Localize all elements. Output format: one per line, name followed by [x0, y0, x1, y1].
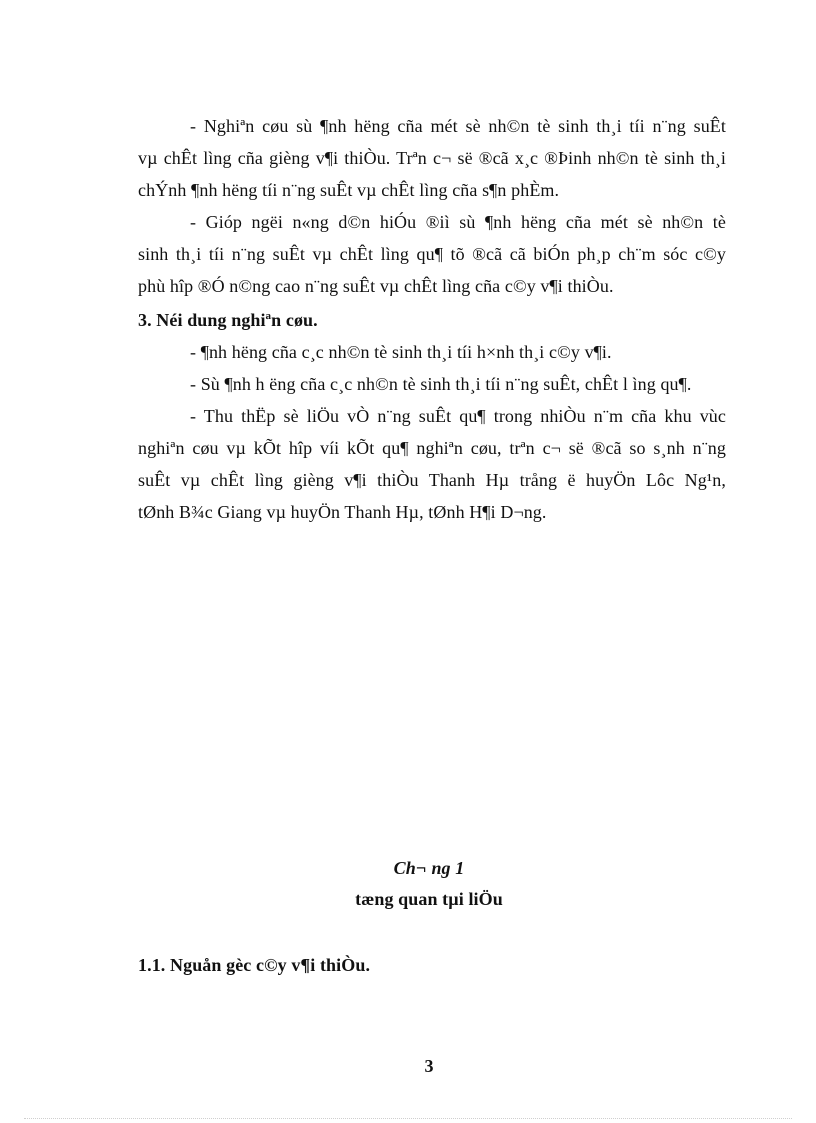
paragraph-1-line-1: - Nghiªn cøu sù ¶nh hëng cña mét sè nh©n tè sinh th¸i tíi n¨ng suÊt — [190, 116, 726, 136]
paragraph-3-line-1: - Thu thËp sè liÖu vÒ n¨ng suÊt qu¶ trong nhiÒu n¨m cña khu vùc — [190, 406, 726, 426]
chapter-title: Ch¬ ng 1 — [393, 858, 465, 878]
paragraph-2-line-2: sinh th¸i tíi n¨ng suÊt vµ chÊt lìng qu¶ tõ ®cã cã biÓn ph¸p ch¨m sóc c©y — [138, 244, 726, 264]
paragraph-2-line-1: - Gióp ngëi n«ng d©n hiÓu ®iì sù ¶nh hëng cña mét sè nh©n tè — [190, 212, 726, 232]
section-heading-1-1: 1.1. Nguån gèc c©y v¶i thiÒu. — [138, 955, 371, 975]
paragraph-1-line-3: chÝnh ¶nh hëng tíi n¨ng suÊt vµ chÊt lìng cña s¶n phÈm. — [138, 180, 560, 200]
section-heading-3: 3. Néi dung nghiªn cøu. — [138, 310, 318, 330]
paragraph-3-line-4: tØnh B¾c Giang vµ huyÖn Thanh Hµ, tØnh H¶i D¬ng. — [138, 502, 547, 522]
paragraph-3-line-2: nghiªn cøu vµ kÕt hîp víi kÕt qu¶ nghiªn cøu, trªn c¬ së ®cã so s¸nh n¨ng — [138, 438, 726, 458]
paragraph-2-line-3: phù hîp ®Ó n©ng cao n¨ng suÊt vµ chÊt lìng cña c©y v¶i thiÒu. — [138, 276, 614, 296]
page-bottom-divider — [24, 1118, 792, 1119]
paragraph-3-line-3: suÊt vµ chÊt lìng gièng v¶i thiÒu Thanh Hµ trång ë huyÖn Lôc Ng¹n, — [138, 470, 726, 490]
paragraph-1-line-2: vµ chÊt lìng cña gièng v¶i thiÒu. Trªn c¬ së ®cã x¸c ®Þinh nh©n tè sinh th¸i — [138, 148, 726, 168]
chapter-subtitle: tæng quan tµi liÖu — [355, 889, 503, 909]
bullet-2: - Sù ¶nh h ëng cña c¸c nh©n tè sinh th¸i tíi n¨ng suÊt, chÊt l ìng qu¶. — [190, 374, 692, 394]
bullet-1: - ¶nh hëng cña c¸c nh©n tè sinh th¸i tíi h×nh th¸i c©y v¶i. — [190, 342, 612, 362]
page-number: 3 — [424, 1056, 434, 1076]
